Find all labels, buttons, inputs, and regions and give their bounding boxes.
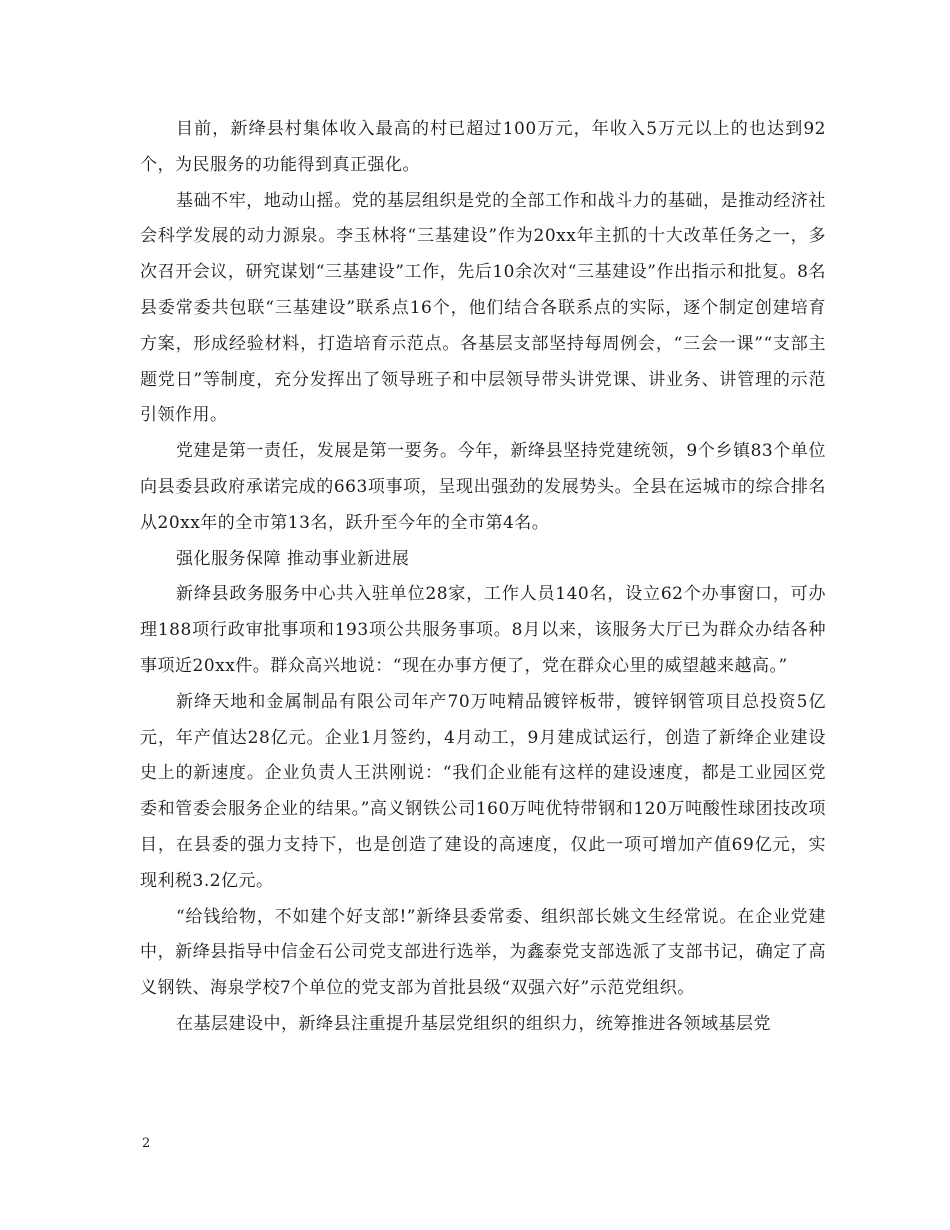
paragraph: 基础不牢，地动山摇。党的基层组织是党的全部工作和战斗力的基础，是推动经济社会科学发展的动力源泉。李玉林将“三基建设”作为20xx年主抓的十大改革任务之一，多次召开会议，研究谋划“三基建设”工作，先后10余次对“三基建设”作出指示和批复。8名县委常委共包联“三基建设”联系点16个，他们结合各联系点的实际，逐个制定创建培育方案，形成经验材料，打造培育示范点。各基层支部坚持每周例会，“三会一课”“支部主题党日”等制度，充分发挥出了领导班子和中层领导带头讲党课、讲业务、讲管理的示范引领作用。 — [140, 190, 826, 426]
paragraph: 目前，新绛县村集体收入最高的村已超过100万元，年收入5万元以上的也达到92个，为民服务的功能得到真正强化。 — [140, 119, 826, 175]
paragraph: 新绛天地和金属制品有限公司年产70万吨精品镀锌板带，镀锌钢管项目总投资5亿元，年产值达28亿元。企业1月签约，4月动工，9月建成试运行，创造了新绛企业建设史上的新速度。企业负责人王洪刚说：“我们企业能有这样的建设速度，都是工业园区党委和管委会服务企业的结果。”高义钢铁公司160万吨优特带钢和120万吨酸性球团技改项目，在县委的强力支持下，也是创造了建设的高速度，仅此一项可增加产值69亿元，实现利税3.2亿元。 — [140, 691, 826, 891]
paragraph: 党建是第一责任，发展是第一要务。今年，新绛县坚持党建统领，9个乡镇83个单位向县委县政府承诺完成的663项事项，呈现出强劲的发展势头。全县在运城市的综合排名从20xx年的全市第13名，跃升至今年的全市第4名。 — [140, 441, 826, 533]
paragraph: 在基层建设中，新绛县注重提升基层党组织的组织力，统筹推进各领域基层党 — [176, 1013, 771, 1034]
paragraph: 新绛县政务服务中心共入驻单位28家，工作人员140名，设立62个办事窗口，可办理188项行政审批事项和193项公共服务事项。8月以来，该服务大厅已为群众办结各种事项近20xx件。群众高兴地说：“现在办事方便了，党在群众心里的威望越来越高。” — [140, 584, 826, 676]
document-body — [140, 112, 826, 1043]
section-heading: 强化服务保障 推动事业新进展 — [176, 548, 410, 569]
paragraph: “给钱给物，不如建个好支部!”新绛县委常委、组织部长姚文生经常说。在企业党建中，新绛县指导中信金石公司党支部进行选举，为鑫泰党支部选派了支部书记，确定了高义钢铁、海泉学校7个单位的党支部为首批县级“双强六好”示范党组织。 — [140, 906, 826, 999]
page-number: 2 — [142, 1136, 151, 1151]
